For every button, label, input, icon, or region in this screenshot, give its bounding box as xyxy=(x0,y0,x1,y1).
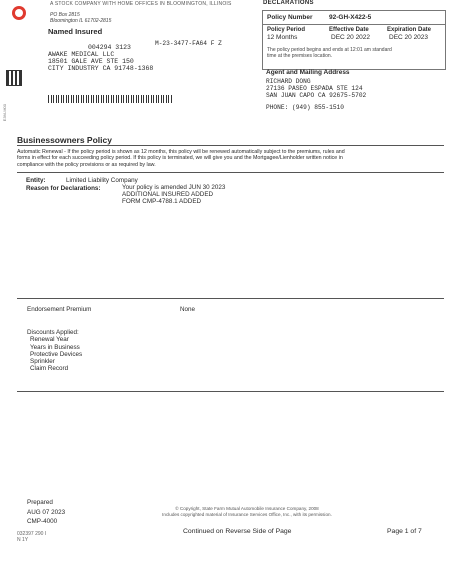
reference-code: M-23-3477-FA64 F Z xyxy=(155,40,222,47)
insured-line: 004294 3123 xyxy=(88,44,131,51)
bottom-code: 032397 290 I xyxy=(17,531,47,537)
continued-note: Continued on Reverse Side of Page xyxy=(183,528,292,535)
entity-value: Limited Liability Company xyxy=(66,177,138,184)
policy-period-value: 12 Months xyxy=(267,34,298,41)
qr-code-image xyxy=(6,70,22,86)
expiration-date-label: Expiration Date xyxy=(387,27,432,33)
list-item: Sprinkler xyxy=(30,358,55,366)
prepared-block xyxy=(27,498,65,527)
agent-line: SAN JUAN CAPO CA 92675-5702 xyxy=(266,92,367,99)
renewal-text xyxy=(17,149,439,168)
policy-period-note xyxy=(267,47,392,59)
renewal-line: compliance with the policy provisions or as required by law. xyxy=(17,161,156,168)
reason-label: Reason for Declarations: xyxy=(26,185,101,192)
endorsement-value: None xyxy=(180,306,196,313)
po-box-line: PO Box 2815 xyxy=(50,12,80,18)
agent-line: RICHARD DONG xyxy=(266,78,311,85)
side-code: E3M-M00 xyxy=(2,104,7,122)
policy-number-label: Policy Number xyxy=(267,14,313,21)
bottom-codes xyxy=(17,531,46,543)
divider xyxy=(17,298,444,299)
bottom-code: N 1Y xyxy=(17,537,29,543)
company-line: A STOCK COMPANY WITH HOME OFFICES IN BLOOMINGTON, ILLINOIS xyxy=(50,1,232,7)
section-title: Businessowners Policy xyxy=(17,135,112,145)
list-item: Claim Record xyxy=(30,365,69,373)
insured-address xyxy=(48,44,153,72)
entity-label: Entity: xyxy=(26,177,46,184)
named-insured-label: Named Insured xyxy=(48,27,103,36)
reason-line: FORM CMP-4788.1 ADDED xyxy=(122,197,202,205)
effective-date-label: Effective Date xyxy=(329,27,369,33)
policy-info-box xyxy=(262,10,446,70)
company-logo xyxy=(12,6,26,20)
agent-phone: PHONE: (949) 855-1510 xyxy=(266,104,344,111)
list-item: Renewal Year xyxy=(30,336,69,344)
effective-date: DEC 20 2022 xyxy=(331,34,371,41)
copyright-notice xyxy=(132,506,362,518)
insured-line: CITY INDUSTRY CA 91748-1368 xyxy=(48,65,154,72)
prepared-label: Prepared xyxy=(27,499,53,506)
copyright-line: Includes copyrighted material of Insurance Services Office, Inc., with its permission. xyxy=(162,512,332,517)
po-box-line: Bloomington IL 61702-2815 xyxy=(50,18,112,24)
endorsement-label: Endorsement Premium xyxy=(27,306,92,313)
reason-line: Your policy is amended JUN 30 2023 xyxy=(122,184,226,191)
policy-period-label: Policy Period xyxy=(267,27,306,33)
prepared-date: AUG 07 2023 xyxy=(27,508,66,516)
list-item: Protective Devices xyxy=(30,350,83,358)
page-number: Page 1 of 7 xyxy=(387,528,422,535)
policy-number-row xyxy=(263,11,445,25)
agent-address xyxy=(266,78,366,99)
form-code: CMP-4000 xyxy=(27,518,58,525)
discounts-label: Discounts Applied: xyxy=(27,329,79,336)
copyright-line: © Copyright, State Farm Mutual Automobile Insurance Company, 2008 xyxy=(175,506,319,511)
renewal-line: Automatic Renewal - If the policy period is shown as 12 months, this policy will be renewed automatically subject to the premiums, rules and xyxy=(17,149,345,155)
divider xyxy=(17,172,444,173)
insured-line: 18501 GALE AVE STE 150 xyxy=(48,58,134,65)
policy-note-line: The policy period begins and ends at 12:01 am standard xyxy=(267,47,392,53)
po-box xyxy=(50,12,111,24)
agent-label: Agent and Mailing Address xyxy=(266,69,350,76)
declarations-heading: DECLARATIONS xyxy=(263,0,314,6)
divider xyxy=(17,145,444,146)
expiration-date: DEC 20 2023 xyxy=(389,34,429,41)
policy-note-line: time at the premises location. xyxy=(267,53,333,59)
insured-line: AWAKE MEDICAL LLC xyxy=(48,51,115,58)
divider xyxy=(17,391,444,392)
policy-number: 92-GH-X422-5 xyxy=(329,14,372,21)
postal-barcode xyxy=(48,95,173,103)
discounts-list xyxy=(27,329,82,373)
reason-text xyxy=(122,185,225,205)
list-item: Years in Business xyxy=(30,343,80,351)
reason-line: ADDITIONAL INSURED ADDED xyxy=(122,190,214,198)
agent-line: 27136 PASEO ESPADA STE 124 xyxy=(266,85,363,92)
renewal-line: forms in effect for each succeeding policy period. If this policy is terminated, we will give you and the Mortgagee/Lienholder written notice in xyxy=(17,155,343,162)
